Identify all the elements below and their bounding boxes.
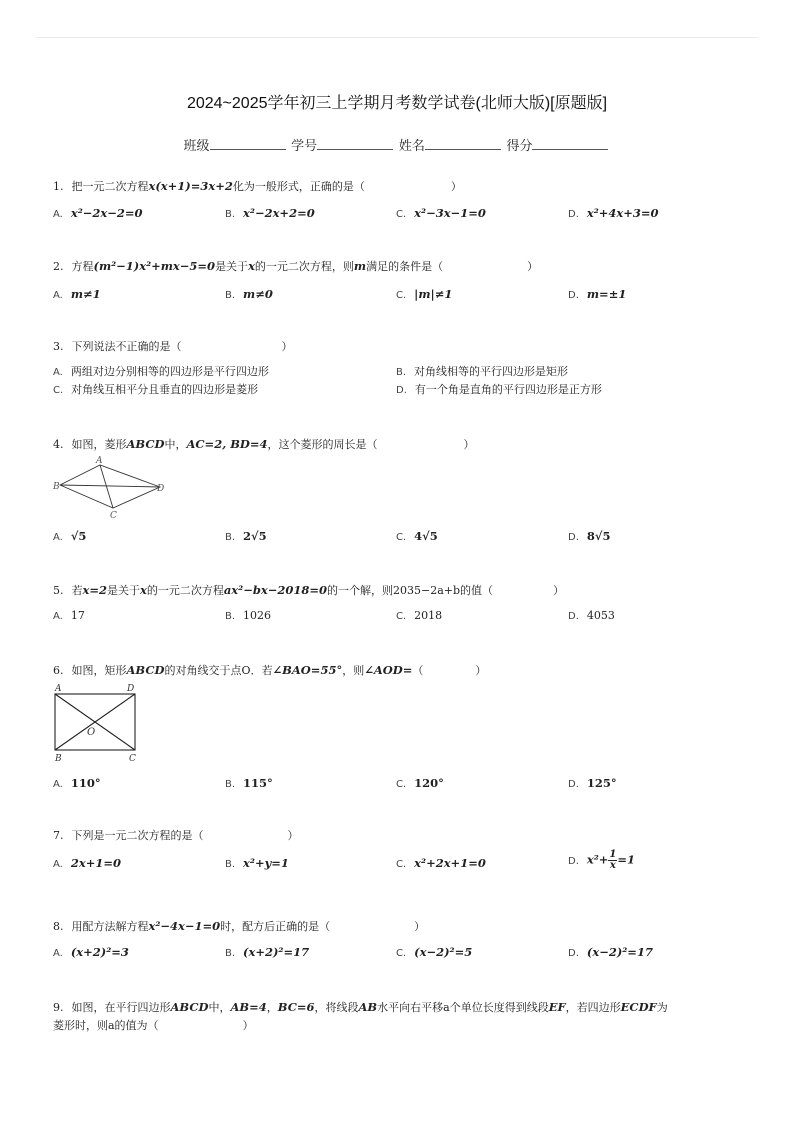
option-label: A. <box>53 859 63 870</box>
math-expression: AB=4 <box>230 1000 267 1014</box>
math-expression: m <box>353 259 367 273</box>
diagonal-ac <box>100 465 113 508</box>
option-text: x²+y=1 <box>243 856 289 870</box>
math-expression: x=2 <box>82 583 107 597</box>
question-text: 下列说法不正确的是（ <box>71 340 182 353</box>
math-expression: ∠AOD= <box>364 663 413 677</box>
option-text: 2018 <box>414 609 443 622</box>
option-text: 8√5 <box>586 529 611 543</box>
option-label: C. <box>396 532 407 543</box>
math-expression: BC=6 <box>277 1000 315 1014</box>
question-text: 如图，菱形 <box>71 438 127 451</box>
answer-paren-close: ） <box>527 260 539 273</box>
question-text: ， <box>266 1001 278 1014</box>
option-text: x²−2x+2=0 <box>243 206 315 220</box>
question-2 <box>53 259 538 274</box>
math-expression: x <box>140 583 147 597</box>
question-text: 的一个解，则2035−2a+b的值（ <box>327 584 494 597</box>
vertex-label-d: D <box>127 684 135 694</box>
fraction-denominator: x <box>609 860 616 871</box>
option-b[interactable] <box>225 287 273 303</box>
class-label: 班级 <box>183 138 210 153</box>
option-text: x²+ <box>586 852 609 867</box>
option-text: m=±1 <box>586 287 627 301</box>
math-expression: EF <box>548 1000 566 1014</box>
option-text: 2x+1=0 <box>70 856 121 870</box>
option-text: =1 <box>617 852 636 867</box>
question-text: 中， <box>208 1001 231 1014</box>
question-3 <box>53 340 293 354</box>
question-7 <box>53 829 299 843</box>
question-number: 7. <box>53 829 64 842</box>
question-text: ，这个菱形的周长是（ <box>267 438 378 451</box>
option-b[interactable] <box>225 609 271 624</box>
option-b[interactable] <box>225 776 273 792</box>
question-text: 方程 <box>71 260 94 273</box>
option-text: m≠0 <box>243 287 273 301</box>
math-expression: ABCD <box>126 663 165 677</box>
page-title: 2024~2025学年初三上学期月考数学试卷(北师大版)[原题版] <box>186 95 608 112</box>
question-text: 为 <box>656 1001 668 1014</box>
option-label: D. <box>568 779 579 790</box>
option-d[interactable] <box>568 609 615 624</box>
question-text: 是关于 <box>107 584 140 597</box>
question-text: 菱形时，则a的值为（ <box>53 1019 159 1032</box>
question-text: 化为一般形式，正确的是（ <box>232 180 365 193</box>
question-text: 若 <box>71 584 83 597</box>
option-text: x²+2x+1=0 <box>414 856 486 870</box>
option-text: x²−2x−2=0 <box>70 206 143 220</box>
option-label: B. <box>225 611 236 622</box>
option-label: D. <box>568 290 579 301</box>
option-d[interactable] <box>568 287 626 303</box>
answer-paren-close: ） <box>242 1019 254 1032</box>
option-label: D. <box>568 209 579 220</box>
option-a[interactable] <box>53 206 143 222</box>
option-label: D. <box>568 855 579 867</box>
option-text: 115° <box>243 776 273 790</box>
option-label: C. <box>396 209 407 220</box>
question-text: 是关于 <box>215 260 249 273</box>
question-text: 的一元二次方程 <box>146 584 224 597</box>
id-label: 学号 <box>291 138 318 153</box>
score-blank[interactable] <box>532 137 608 150</box>
option-label: D. <box>568 948 579 959</box>
option-text: 4053 <box>586 609 615 622</box>
option-b[interactable] <box>225 206 315 222</box>
score-label: 得分 <box>506 138 533 153</box>
option-d[interactable] <box>568 945 653 961</box>
question-text: ，将线段 <box>314 1001 359 1014</box>
question-text: 如图，矩形 <box>71 664 127 677</box>
vertex-label-b: B <box>53 482 60 492</box>
option-text: x²+4x+3=0 <box>586 206 659 220</box>
option-label: D. <box>568 532 579 543</box>
answer-paren-close: ） <box>414 920 426 933</box>
math-expression: x²−4x−1=0 <box>148 919 221 933</box>
question-text: 满足的条件是（ <box>366 260 444 273</box>
option-label: B. <box>225 859 236 870</box>
option-label: A. <box>53 779 63 790</box>
question-number: 9. <box>53 1001 64 1014</box>
class-blank[interactable] <box>210 137 286 150</box>
question-text: 中， <box>164 438 187 451</box>
option-label: A. <box>53 532 63 543</box>
option-a[interactable] <box>53 945 129 961</box>
diagonal-bd <box>60 485 160 487</box>
answer-paren-close: ） <box>450 180 462 193</box>
option-d[interactable] <box>568 776 617 792</box>
option-c[interactable] <box>396 856 486 872</box>
student-info-line <box>0 135 794 154</box>
question-number: 5. <box>53 584 64 597</box>
option-text: (x−2)²=5 <box>414 945 473 959</box>
option-text: (x+2)²=17 <box>243 945 310 959</box>
vertex-label-a: A <box>55 684 62 694</box>
option-label: C. <box>396 948 407 959</box>
question-text: 把一元二次方程 <box>71 180 149 193</box>
option-label: A. <box>53 367 63 378</box>
option-text: 2√5 <box>243 529 267 543</box>
option-text: (x+2)²=3 <box>70 945 129 959</box>
question-text: 的对角线交于点O．若 <box>164 664 273 677</box>
question-number: 4. <box>53 438 64 451</box>
math-expression: ABCD <box>126 437 165 451</box>
option-label: A. <box>53 209 63 220</box>
question-text: 时，配方后正确的是（ <box>220 920 331 933</box>
option-a[interactable] <box>53 365 269 380</box>
math-expression: ax²−bx−2018=0 <box>223 583 328 597</box>
option-text: 两组对边分别相等的四边形是平行四边形 <box>70 365 269 378</box>
option-text: 110° <box>70 776 101 790</box>
option-label: C. <box>396 290 407 301</box>
option-b[interactable] <box>225 945 309 961</box>
option-label: C. <box>396 611 407 622</box>
answer-paren-close: ） <box>287 829 299 842</box>
option-d[interactable] <box>568 850 635 871</box>
center-label-o: O <box>87 727 96 738</box>
option-a[interactable] <box>53 609 85 624</box>
rectangle-figure <box>50 683 145 767</box>
question-number: 8. <box>53 920 64 933</box>
question-text: （ <box>412 664 424 677</box>
question-text: 用配方法解方程 <box>71 920 149 933</box>
answer-paren-close: ） <box>281 340 293 353</box>
question-9 <box>53 998 743 1035</box>
option-text: x²−3x−1=0 <box>414 206 486 220</box>
option-label: B. <box>225 290 236 301</box>
option-label: A. <box>53 948 63 959</box>
option-label: D. <box>568 611 579 622</box>
answer-paren-close: ） <box>553 584 565 597</box>
math-expression: x <box>248 259 255 273</box>
math-expression: ECDF <box>620 1000 657 1014</box>
option-d[interactable] <box>568 206 659 222</box>
question-text: ，若四边形 <box>565 1001 621 1014</box>
option-label: D. <box>396 385 407 396</box>
option-text: 有一个角是直角的平行四边形是正方形 <box>414 383 602 396</box>
question-8 <box>53 919 425 934</box>
option-label: A. <box>53 611 63 622</box>
option-a[interactable] <box>53 856 121 872</box>
option-c[interactable] <box>396 287 452 303</box>
option-b[interactable] <box>225 856 289 872</box>
option-text: 120° <box>414 776 444 790</box>
math-expression: x(x+1)=3x+2 <box>148 179 233 193</box>
question-text: 如图，在平行四边形 <box>71 1001 171 1014</box>
option-b[interactable] <box>225 529 267 545</box>
option-c[interactable] <box>396 529 438 545</box>
option-b[interactable] <box>396 365 568 380</box>
option-label: C. <box>396 859 407 870</box>
question-text: ，则 <box>342 664 365 677</box>
option-a[interactable] <box>53 529 86 545</box>
question-5 <box>53 583 564 598</box>
math-expression: (m²−1)x²+mx−5=0 <box>93 259 216 273</box>
vertex-label-c: C <box>110 511 117 520</box>
answer-paren-close: ） <box>475 664 487 677</box>
math-expression: AC=2, BD=4 <box>186 437 268 451</box>
vertex-label-c: C <box>129 754 136 764</box>
rhombus-figure <box>52 454 168 520</box>
math-expression: AB <box>358 1000 378 1014</box>
question-number: 2. <box>53 260 64 273</box>
option-text: 1026 <box>243 609 272 622</box>
vertex-label-d: D <box>157 484 165 494</box>
option-label: B. <box>225 532 236 543</box>
question-number: 3. <box>53 340 64 353</box>
option-text: 4√5 <box>414 529 438 543</box>
math-expression: ABCD <box>170 1000 209 1014</box>
option-c[interactable] <box>396 206 486 222</box>
option-text: 17 <box>70 609 85 622</box>
answer-paren-close: ） <box>463 438 475 451</box>
fraction-numerator: 1 <box>609 849 617 860</box>
option-c[interactable] <box>396 776 444 792</box>
question-text: 水平向右平移a个单位长度得到线段 <box>377 1001 549 1014</box>
vertex-label-b: B <box>55 754 62 764</box>
question-4 <box>53 437 475 452</box>
option-text: m≠1 <box>70 287 101 301</box>
option-label: B. <box>396 367 407 378</box>
option-c[interactable] <box>53 383 258 398</box>
option-d[interactable] <box>568 529 610 545</box>
option-a[interactable] <box>53 287 101 303</box>
option-label: A. <box>53 290 63 301</box>
option-label: B. <box>225 209 236 220</box>
option-label: C. <box>53 385 64 396</box>
question-number: 1. <box>53 180 64 193</box>
question-text: 的一元二次方程，则 <box>254 260 354 273</box>
question-text: 下列是一元二次方程的是（ <box>71 829 204 842</box>
header-divider <box>36 37 758 38</box>
option-text: |m|≠1 <box>414 287 453 301</box>
option-c[interactable] <box>396 945 472 961</box>
option-d[interactable] <box>396 383 602 398</box>
name-blank[interactable] <box>425 137 501 150</box>
vertex-label-a: A <box>96 456 103 466</box>
question-number: 6. <box>53 664 64 677</box>
option-a[interactable] <box>53 776 101 792</box>
option-text: 对角线互相平分且垂直的四边形是菱形 <box>71 383 259 396</box>
option-label: B. <box>225 948 236 959</box>
option-label: B. <box>225 779 236 790</box>
option-text: 125° <box>586 776 617 790</box>
option-label: C. <box>396 779 407 790</box>
option-text: (x−2)²=17 <box>586 945 653 959</box>
option-c[interactable] <box>396 609 442 624</box>
math-expression: ∠BAO=55° <box>272 663 343 677</box>
id-blank[interactable] <box>317 137 393 150</box>
option-text: √5 <box>70 529 87 543</box>
option-text: 对角线相等的平行四边形是矩形 <box>414 365 569 378</box>
question-1 <box>53 179 462 194</box>
question-6 <box>53 663 486 678</box>
name-label: 姓名 <box>398 138 425 153</box>
